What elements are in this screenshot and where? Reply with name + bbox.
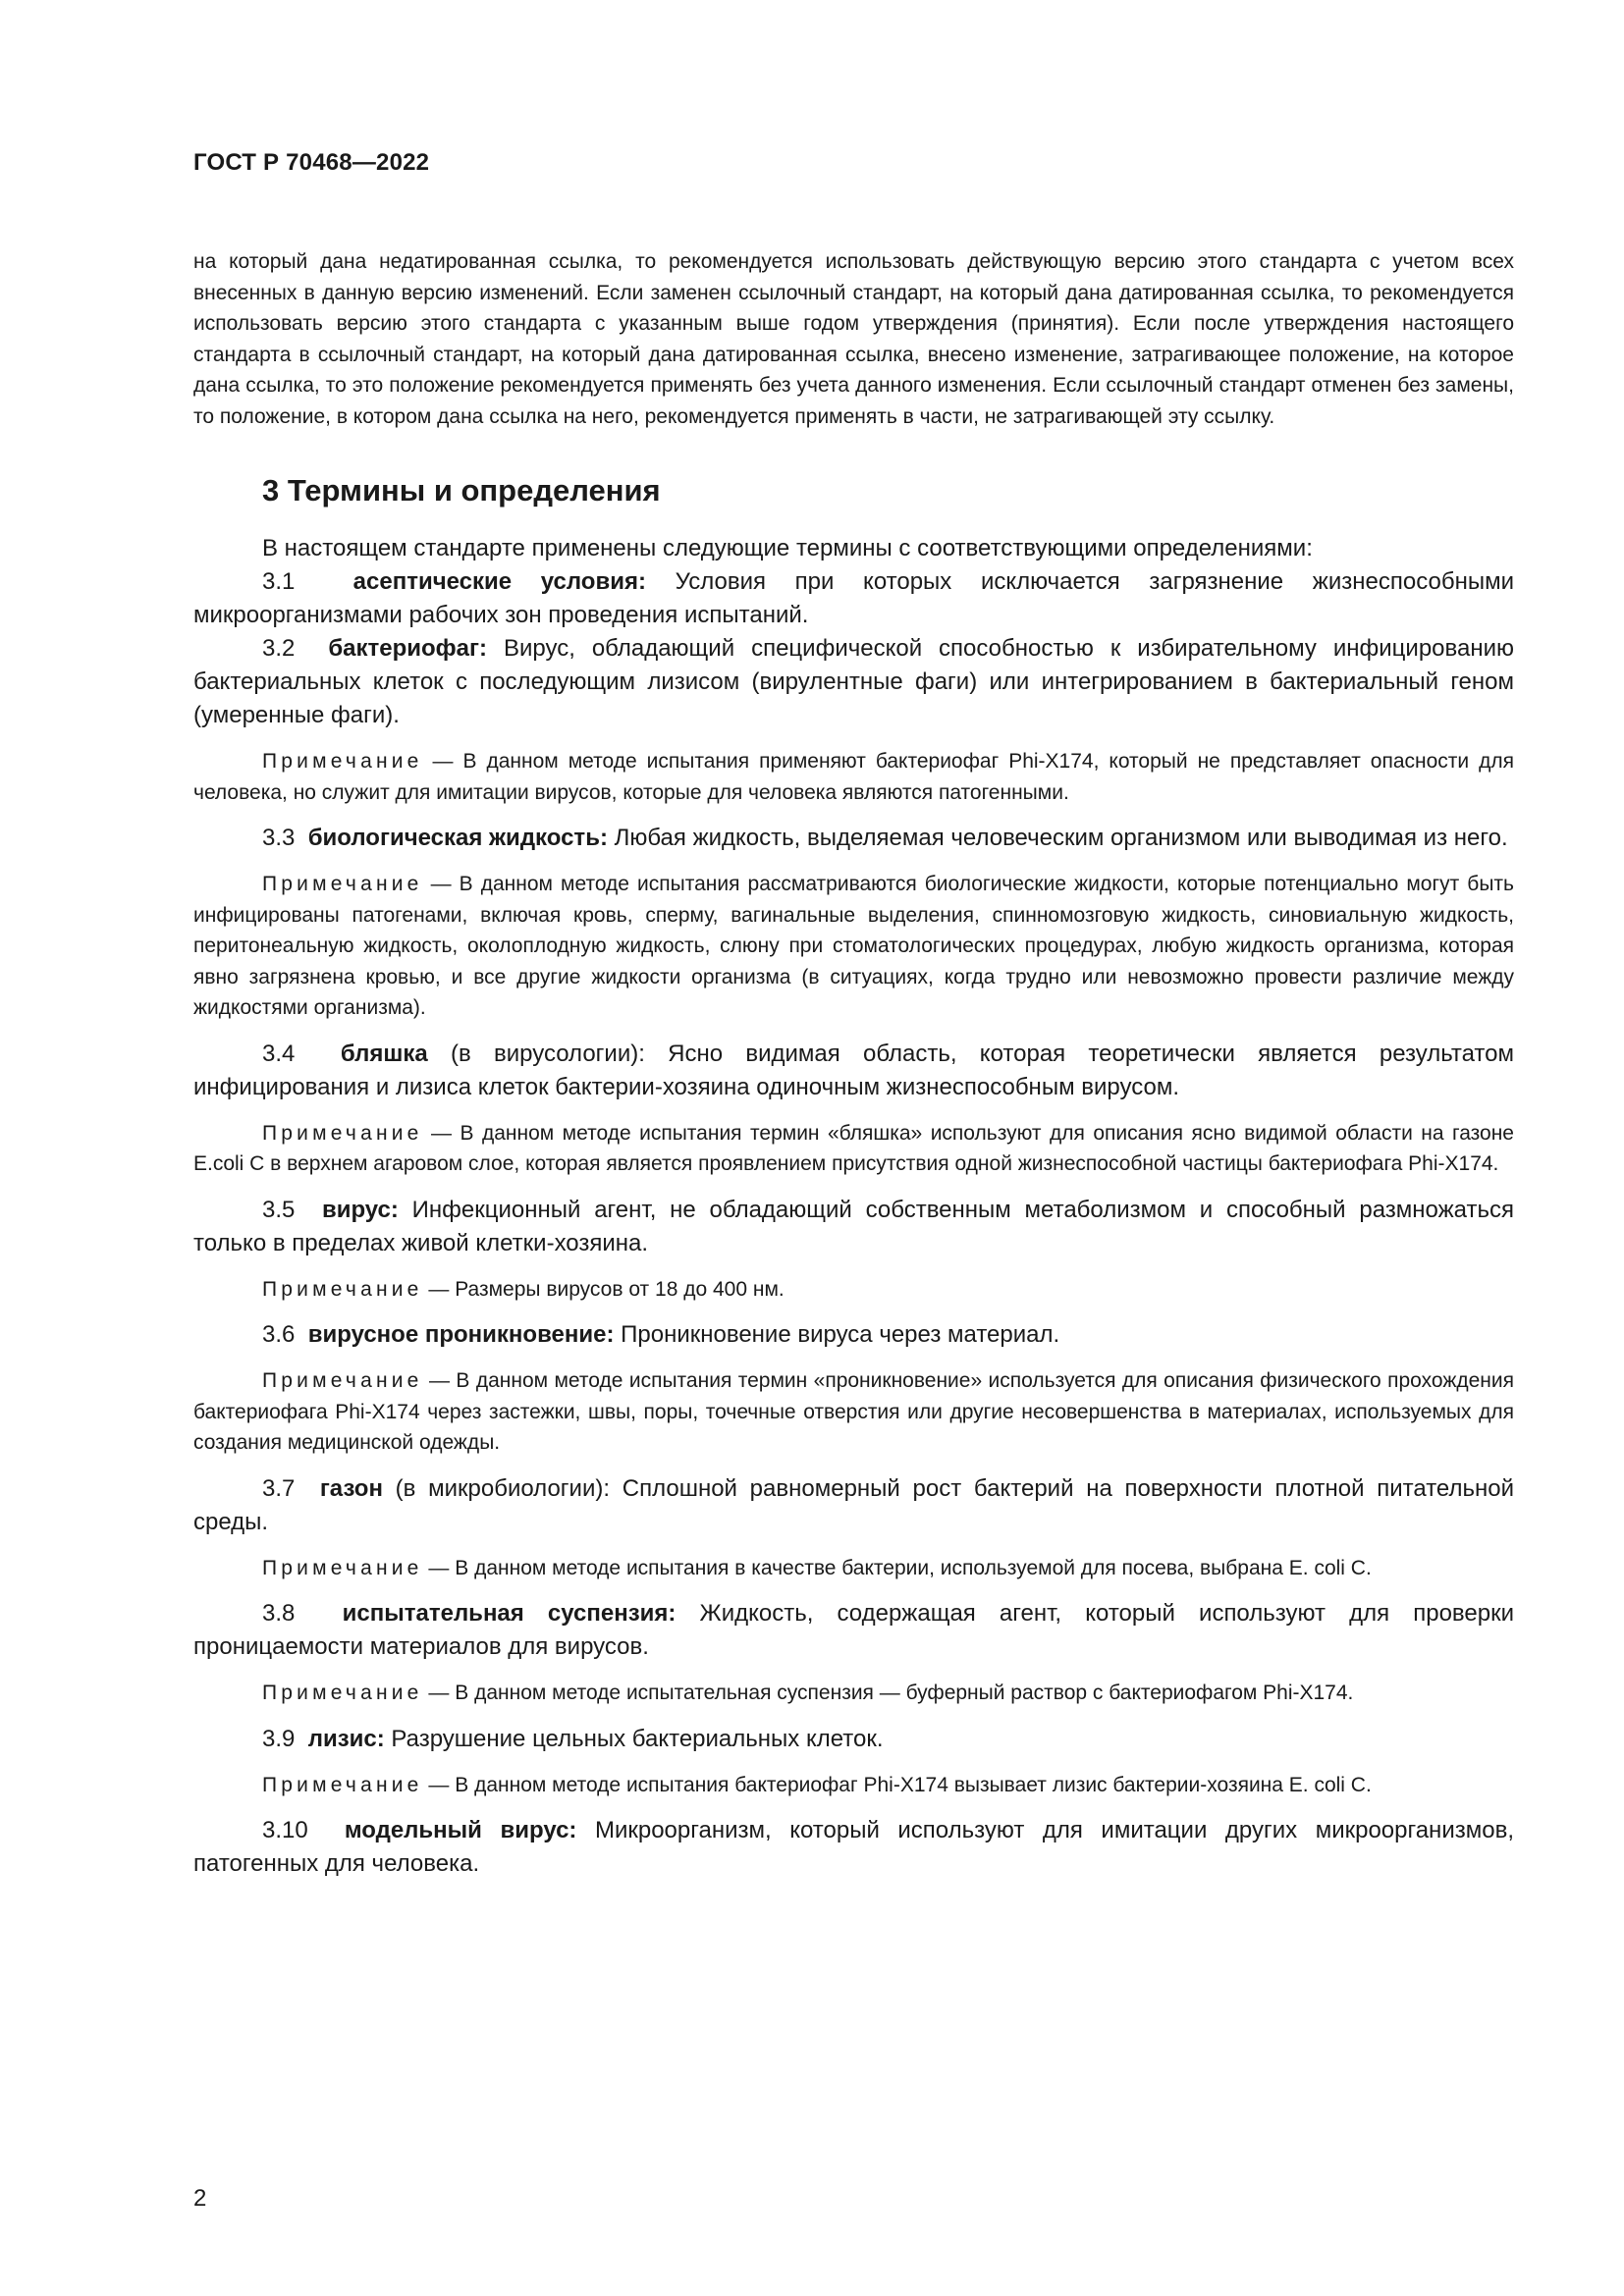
term-name: газон: [319, 1474, 383, 1502]
term-name: вирус:: [321, 1196, 399, 1223]
term-definition: Проникновение вируса через материал.: [621, 1321, 1060, 1348]
term-number: 3.9: [262, 1725, 296, 1752]
term-definition: Инфекционный агент, не обладающий собственным метаболизмом и способный размножаться только в пределах живой клетки-хозяина.: [193, 1196, 1514, 1256]
note-label: Примечание: [262, 750, 423, 773]
term-note: [193, 1365, 1514, 1459]
term-name: испытательная суспензия:: [342, 1600, 677, 1627]
term-definition: Жидкость, содержащая агент, который используют для проверки проницаемости материалов для вирусов.: [193, 1600, 1515, 1660]
term-name: лизис:: [307, 1725, 385, 1752]
term-entry: [193, 1194, 1514, 1260]
section-lead: В настоящем стандарте применены следующие термины с соответствующими определениями:: [262, 535, 1313, 561]
term-definition: (в вирусологии): Ясно видимая область, которая теоретически является результатом инфицирования и лизиса клеток бактерии-хозяина одиночным жизнеспособным вирусом.: [193, 1040, 1514, 1100]
terms-section: [193, 471, 1514, 1881]
term-number: 3.7: [262, 1474, 296, 1502]
term-name: биологическая жидкость:: [307, 825, 608, 851]
note-text: В данном методе испытания рассматриваются биологические жидкости, которые потенциально могут быть инфицированы патогенами, включая кровь, сперму, вагинальные выделения, спинномозговую жидкость, синовиальную жидкость, перитонеальную жидкость, околоплодную жидкость, слюну при стоматологических процедурах, любую жидкость организма, которая явно загрязнена кровью, и все другие жидкости организма (в ситуациях, когда трудно или невозможно провести различие между жидкостями организма).: [193, 873, 1514, 1019]
note-label: Примечание: [262, 1682, 423, 1704]
term-note: [193, 746, 1514, 808]
note-label: Примечание: [262, 1556, 423, 1579]
note-separator: —: [422, 1682, 456, 1704]
term-definition: Условия при которых исключается загрязнение жизнеспособными микроорганизмами рабочих зон проведения испытаний.: [193, 568, 1514, 628]
term-number: 3.10: [262, 1817, 308, 1843]
term-note: [193, 1770, 1514, 1801]
term-name: вирусное проникновение:: [307, 1321, 615, 1348]
note-text: В данном методе испытания термин «проникновение» используется для описания физического прохождения бактериофага Phi-X174 через застежки, швы, поры, точечные отверстия или другие несовершенства в материалах, используемых для создания медицинской одежды.: [193, 1369, 1515, 1454]
term-entry: [193, 1723, 1514, 1756]
term-definition: Микроорганизм, который используют для имитации других микроорганизмов, патогенных для человека.: [193, 1817, 1514, 1877]
intro-paragraph: на который дана недатированная ссылка, то рекомендуется использовать действующую версию этого стандарта с учетом всех внесенных в данную версию изменений. Если заменен ссылочный стандарт, на который дана датированная ссылка, то рекомендуется использовать версию этого стандарта с указанным выше годом утверждения (принятия). Если после утверждения настоящего стандарта в ссылочный стандарт, на который дана датированная ссылка, внесено изменение, затрагивающее положение, на которое дана ссылка, то это положение рекомендуется применять без учета данного изменения. Если ссылочный стандарт отменен без замены, то положение, в котором дана ссылка на него, рекомендуется применять в части, не затрагивающей эту ссылку.: [193, 250, 1514, 428]
term-definition: (в микробиологии): Сплошной равномерный рост бактерий на поверхности плотной питательной среды.: [193, 1474, 1514, 1535]
term-entry: [193, 1472, 1514, 1539]
term-name: бляшка: [340, 1040, 428, 1067]
term-name: бактериофаг:: [328, 635, 488, 662]
term-number: 3.2: [262, 635, 296, 662]
term-note: [193, 1553, 1514, 1584]
note-separator: —: [422, 1277, 456, 1301]
term-number: 3.8: [262, 1600, 296, 1627]
term-number: 3.6: [262, 1321, 296, 1348]
term-note: [193, 869, 1514, 1024]
section-title: 3 Термины и определения: [262, 473, 661, 507]
term-note: [193, 1118, 1514, 1180]
note-text: В данном методе испытания в качестве бактерии, используемой для посева, выбрана E. coli C.: [455, 1556, 1372, 1579]
note-separator: —: [422, 1773, 456, 1796]
note-label: Примечание: [262, 873, 423, 895]
term-note: [193, 1274, 1514, 1306]
note-separator: —: [422, 1121, 460, 1145]
term-entry: [193, 1597, 1514, 1664]
page-number: 2: [193, 2185, 207, 2212]
term-number: 3.4: [262, 1040, 296, 1067]
note-separator: —: [422, 1556, 456, 1579]
term-entry: [193, 632, 1514, 732]
term-number: 3.3: [262, 825, 296, 851]
note-text: В данном методе испытания применяют бактериофаг Phi-X174, который не представляет опасности для человека, но служит для имитации вирусов, которые для человека являются патогенными.: [193, 750, 1514, 804]
note-text: В данном методе испытания бактериофаг Phi-X174 вызывает лизис бактерии-хозяина E. coli C.: [455, 1773, 1372, 1796]
term-name: модельный вирус:: [344, 1817, 577, 1843]
note-label: Примечание: [262, 1277, 423, 1301]
term-entry: [193, 1814, 1514, 1881]
term-note: [193, 1678, 1514, 1709]
term-definition: Вирус, обладающий специфической способностью к избирательному инфицированию бактериальных клеток с последующим лизисом (вирулентные фаги) или интегрированием в бактериальный геном (умеренные фаги).: [193, 635, 1515, 728]
term-name: асептические условия:: [352, 568, 646, 595]
note-label: Примечание: [262, 1773, 423, 1796]
term-entry: [193, 822, 1514, 855]
note-text: В данном методе испытательная суспензия — буферный раствор с бактериофагом Phi-X174.: [455, 1682, 1354, 1704]
note-separator: —: [422, 1369, 457, 1392]
note-label: Примечание: [262, 1121, 423, 1145]
term-definition: Любая жидкость, выделяемая человеческим организмом или выводимая из него.: [614, 825, 1508, 851]
note-separator: —: [422, 750, 463, 773]
term-number: 3.5: [262, 1196, 296, 1223]
term-entry: [193, 1318, 1514, 1352]
note-separator: —: [422, 873, 460, 895]
term-entry: [193, 1038, 1514, 1104]
term-entry: [193, 565, 1514, 632]
standard-header: ГОСТ Р 70468—2022: [193, 149, 430, 176]
note-text: Размеры вирусов от 18 до 400 нм.: [455, 1277, 785, 1301]
note-label: Примечание: [262, 1369, 423, 1392]
term-number: 3.1: [262, 568, 296, 595]
term-definition: Разрушение цельных бактериальных клеток.: [391, 1725, 884, 1752]
note-text: В данном методе испытания термин «бляшка» используют для описания ясно видимой области на газоне E.coli C в верхнем агаровом слое, которая является проявлением присутствия одной жизнеспособной частицы бактериофага Phi-X174.: [193, 1121, 1514, 1175]
